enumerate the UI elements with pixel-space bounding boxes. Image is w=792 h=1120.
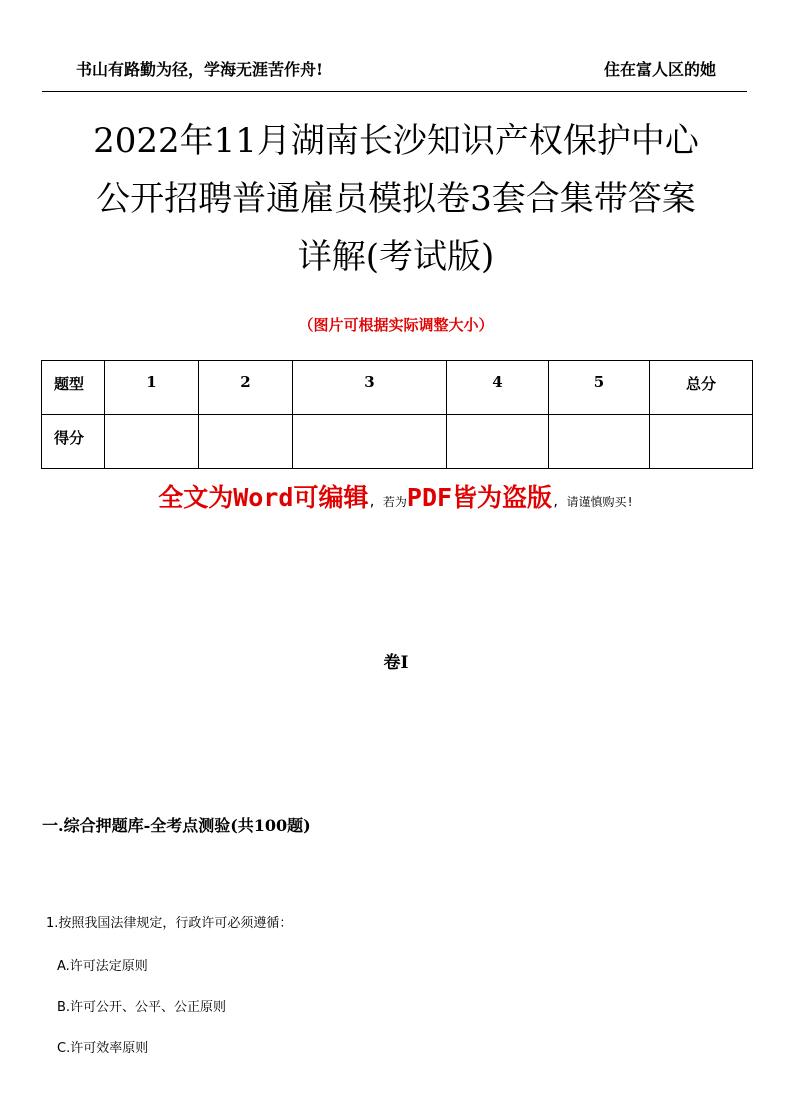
table-header-cell: 1 — [105, 361, 199, 415]
option-a: A.许可法定原则 — [57, 959, 148, 974]
header-divider — [42, 91, 747, 92]
header-author: 住在富人区的她 — [603, 60, 716, 79]
score-cell — [650, 415, 753, 469]
score-cell — [293, 415, 447, 469]
score-row-label: 得分 — [42, 415, 105, 469]
table-header-cell: 2 — [199, 361, 293, 415]
warning-caution: , 请谨慎购买! — [552, 495, 634, 509]
table-header-cell: 题型 — [42, 361, 105, 415]
header-motto: 书山有路勤为径，学海无涯苦作舟! — [76, 60, 324, 79]
score-cell — [447, 415, 549, 469]
warning-connector: , 若为 — [368, 495, 407, 509]
question-text: 1.按照我国法律规定，行政许可必须遵循： — [46, 916, 293, 931]
table-header-cell: 5 — [549, 361, 650, 415]
score-cell — [105, 415, 199, 469]
score-table-score-row — [42, 415, 753, 469]
warning-word-editable: 全文为Word可编辑 — [158, 483, 369, 512]
table-header-cell: 总分 — [650, 361, 753, 415]
title-line-1: 2022年11月湖南长沙知识产权保护中心 — [93, 121, 699, 161]
score-cell — [199, 415, 293, 469]
table-header-cell: 4 — [447, 361, 549, 415]
section-title: 一.综合押题库-全考点测验(共100题) — [42, 816, 311, 835]
volume-label: 卷I — [383, 653, 409, 673]
document-title — [40, 112, 752, 286]
score-cell — [549, 415, 650, 469]
piracy-warning — [0, 478, 792, 514]
score-table-header-row — [42, 361, 753, 415]
title-line-3: 详解(考试版) — [297, 237, 495, 277]
image-resize-note: （图片可根据实际调整大小） — [298, 316, 494, 334]
score-table — [41, 360, 753, 469]
title-line-2: 公开招聘普通雇员模拟卷3套合集带答案 — [96, 179, 696, 219]
option-b: B.许可公开、公平、公正原则 — [57, 1000, 227, 1015]
warning-pdf-pirated: PDF皆为盗版 — [406, 483, 553, 512]
table-header-cell: 3 — [293, 361, 447, 415]
option-c: C.许可效率原则 — [57, 1041, 149, 1056]
